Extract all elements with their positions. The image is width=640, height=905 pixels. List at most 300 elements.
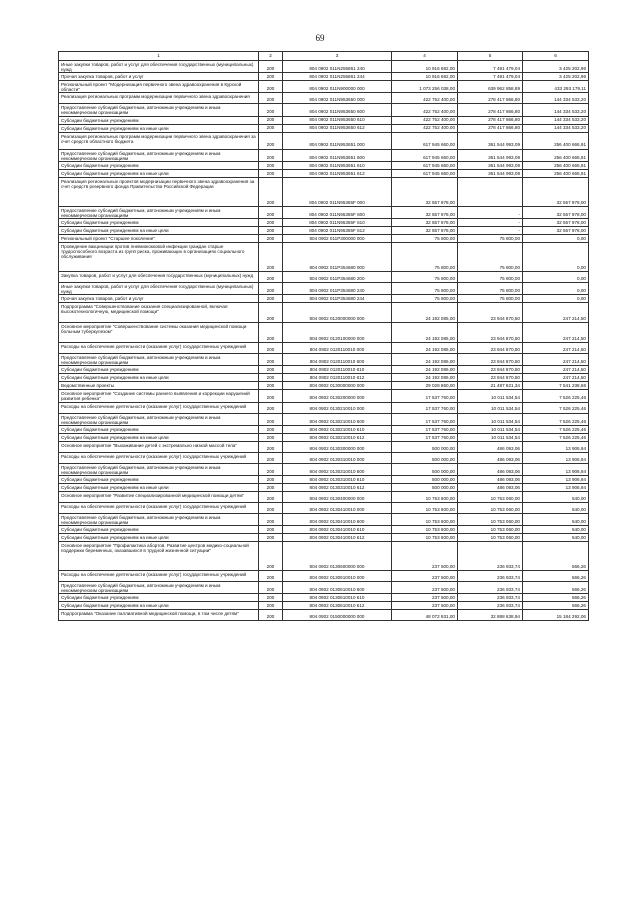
row-approved-cell: 237 500,00 — [392, 571, 458, 582]
table-row — [59, 343, 589, 354]
row-unexecuted-cell: 0,00 — [523, 271, 589, 282]
row-unexecuted-cell: 247 214,50 — [523, 374, 589, 382]
row-code-cell: 804 0902 0130210010 610 — [283, 425, 392, 433]
row-code-cell: 804 0902 0130610010 600 — [283, 582, 392, 594]
row-code-cell: 804 0902 0120110010 610 — [283, 366, 392, 374]
row-executed-cell: 10 753 060,00 — [458, 491, 523, 502]
header-cell-grbs: 2 — [259, 52, 283, 61]
row-approved-cell: 24 192 085,00 — [392, 303, 458, 323]
row-name-cell: Реализация региональных проектов модернизации первичного звена здравоохранения за счет средств резервного фонда Правительства Российской Федерации — [59, 177, 259, 206]
row-code-cell: 804 0902 0150000000 000 — [283, 610, 392, 621]
row-code-cell: 804 0902 0130410010 610 — [283, 526, 392, 534]
row-executed-cell: 486 093,06 — [458, 483, 523, 491]
row-approved-cell: 17 537 760,00 — [392, 390, 458, 402]
row-executed-cell — [458, 177, 523, 206]
row-name-cell: Субсидии бюджетным учреждениям — [59, 475, 259, 483]
table-row — [59, 502, 589, 513]
row-unexecuted-cell: 540,00 — [523, 491, 589, 502]
row-code-cell: 804 0902 011N95365F 612 — [283, 226, 392, 234]
header-cell-approved: 4 — [392, 52, 458, 61]
row-code-cell: 804 0902 011P354680 200 — [283, 271, 392, 282]
row-code-cell: 804 0902 0120000000 000 — [283, 303, 392, 323]
row-name-cell: Субсидии бюджетным учреждениям на иные цели — [59, 483, 259, 491]
header-row — [59, 52, 589, 61]
row-name-cell: Закупка товаров, работ и услуг для обеспечения государственных (муниципальных) нужд — [59, 271, 259, 282]
row-unexecuted-cell: 7 526 225,46 — [523, 402, 589, 413]
row-grbs-cell: 200 — [259, 534, 283, 542]
table-row — [59, 73, 589, 81]
table-row — [59, 452, 589, 463]
row-approved-cell: 10 916 682,00 — [392, 73, 458, 81]
row-approved-cell: 17 537 760,00 — [392, 425, 458, 433]
table-row — [59, 513, 589, 525]
row-grbs-cell: 200 — [259, 502, 283, 513]
row-grbs-cell: 200 — [259, 374, 283, 382]
row-grbs-cell: 200 — [259, 132, 283, 149]
row-executed-cell: 75 800,00 — [458, 282, 523, 294]
row-code-cell: 804 0902 011N953650 600 — [283, 104, 392, 116]
table-row — [59, 124, 589, 132]
row-approved-cell: 500 000,00 — [392, 441, 458, 452]
row-executed-cell: - — [458, 206, 523, 218]
row-code-cell: 804 0902 0130310010 600 — [283, 463, 392, 475]
row-code-cell: 804 0902 0130610010 000 — [283, 571, 392, 582]
row-executed-cell: 486 093,06 — [458, 441, 523, 452]
row-approved-cell: 500 000,00 — [392, 452, 458, 463]
row-approved-cell: 32 557 978,00 — [392, 177, 458, 206]
row-grbs-cell: 200 — [259, 366, 283, 374]
row-approved-cell: 422 752 400,00 — [392, 116, 458, 124]
row-executed-cell: - — [458, 226, 523, 234]
row-executed-cell: 10 011 534,54 — [458, 413, 523, 425]
row-approved-cell: 422 752 400,00 — [392, 104, 458, 116]
row-grbs-cell: 200 — [259, 354, 283, 366]
row-grbs-cell: 200 — [259, 571, 283, 582]
row-name-cell: Субсидии бюджетным учреждениям на иные цели — [59, 374, 259, 382]
row-name-cell: Предоставление субсидий бюджетным, автономным учреждениям и иным некоммерческим организациям — [59, 354, 259, 366]
row-unexecuted-cell: 256 400 666,91 — [523, 132, 589, 149]
row-grbs-cell: 200 — [259, 93, 283, 104]
row-executed-cell: 75 800,00 — [458, 271, 523, 282]
row-name-cell: Предоставление субсидий бюджетным, автономным учреждениям и иным некоммерческим организациям — [59, 413, 259, 425]
row-code-cell: 804 0902 0120110010 600 — [283, 354, 392, 366]
table-row — [59, 491, 589, 502]
row-grbs-cell: 200 — [259, 610, 283, 621]
row-unexecuted-cell: 13 906,94 — [523, 452, 589, 463]
row-code-cell: 804 0902 0130200000 000 — [283, 390, 392, 402]
row-grbs-cell: 200 — [259, 602, 283, 610]
row-name-cell: Проведение вакцинации против пневмококковой инфекции граждан старше трудоспособного возраста из групп риска, проживающих в организациях социального обслуживания — [59, 242, 259, 271]
row-code-cell: 804 0902 011N95365F 000 — [283, 177, 392, 206]
table-row — [59, 413, 589, 425]
row-approved-cell: 617 945 660,00 — [392, 169, 458, 177]
row-name-cell: Субсидии бюджетным учреждениям на иные цели — [59, 226, 259, 234]
row-approved-cell: 24 192 085,00 — [392, 354, 458, 366]
row-executed-cell: 639 962 858,89 — [458, 81, 523, 93]
row-grbs-cell: 200 — [259, 226, 283, 234]
table-row — [59, 303, 589, 323]
row-executed-cell: 7 491 479,04 — [458, 61, 523, 73]
row-approved-cell: 17 537 760,00 — [392, 433, 458, 441]
row-name-cell: Подпрограмма "Совершенствование оказания специализированной, включая высокотехнологичную, медицинской помощи" — [59, 303, 259, 323]
row-name-cell: Субсидии бюджетным учреждениям — [59, 526, 259, 534]
row-name-cell: Основное мероприятие "Развитие специализированной медицинской помощи детям" — [59, 491, 259, 502]
row-grbs-cell: 200 — [259, 343, 283, 354]
row-name-cell: Субсидии бюджетным учреждениям — [59, 218, 259, 226]
row-grbs-cell: 200 — [259, 161, 283, 169]
row-grbs-cell: 200 — [259, 491, 283, 502]
row-name-cell: Региональный проект "Старшее поколение" — [59, 234, 259, 242]
row-executed-cell: 23 944 870,50 — [458, 354, 523, 366]
row-name-cell: Предоставление субсидий бюджетным, автономным учреждениям и иным некоммерческим организациям — [59, 513, 259, 525]
table-row — [59, 610, 589, 621]
table-row — [59, 93, 589, 104]
row-unexecuted-cell: 15 184 292,06 — [523, 610, 589, 621]
row-grbs-cell: 200 — [259, 61, 283, 73]
row-unexecuted-cell: 7 526 225,46 — [523, 433, 589, 441]
row-code-cell: 804 0902 011N953650 000 — [283, 93, 392, 104]
row-name-cell: Основное мероприятие "Создание системы раннего выявления и коррекции нарушений развития ребенка" — [59, 390, 259, 402]
row-approved-cell: 500 000,00 — [392, 463, 458, 475]
row-executed-cell: 486 093,06 — [458, 452, 523, 463]
row-approved-cell: 237 500,00 — [392, 542, 458, 571]
row-approved-cell: 24 192 085,00 — [392, 374, 458, 382]
table-row — [59, 323, 589, 343]
row-unexecuted-cell: 247 214,50 — [523, 303, 589, 323]
row-approved-cell: 32 557 978,00 — [392, 218, 458, 226]
row-name-cell: Региональный проект "Модернизация первичного звена здравоохранения в Курской области" — [59, 81, 259, 93]
row-grbs-cell: 200 — [259, 206, 283, 218]
row-approved-cell: 48 072 931,00 — [392, 610, 458, 621]
row-unexecuted-cell: 7 526 225,46 — [523, 413, 589, 425]
row-name-cell: Расходы на обеспечение деятельности (оказание услуг) государственных учреждений — [59, 402, 259, 413]
table-row — [59, 218, 589, 226]
row-approved-cell: 75 800,00 — [392, 271, 458, 282]
row-code-cell: 804 0902 0120100000 000 — [283, 323, 392, 343]
row-name-cell: Предоставление субсидий бюджетным, автономным учреждениям и иным некоммерческим организациям — [59, 582, 259, 594]
row-executed-cell: 10 753 060,00 — [458, 502, 523, 513]
row-unexecuted-cell: 256 400 666,91 — [523, 161, 589, 169]
row-executed-cell: 75 800,00 — [458, 242, 523, 271]
row-name-cell: Прочая закупка товаров, работ и услуг — [59, 73, 259, 81]
row-code-cell: 804 0902 0130410010 000 — [283, 502, 392, 513]
row-unexecuted-cell: 3 425 202,96 — [523, 73, 589, 81]
header-cell-code: 3 — [283, 52, 392, 61]
row-executed-cell: 278 417 866,80 — [458, 93, 523, 104]
row-grbs-cell: 200 — [259, 390, 283, 402]
budget-table — [58, 51, 589, 621]
row-approved-cell: 10 753 600,00 — [392, 526, 458, 534]
row-approved-cell: 32 557 978,00 — [392, 226, 458, 234]
row-code-cell: 804 0902 011N953650 612 — [283, 124, 392, 132]
table-row — [59, 402, 589, 413]
row-name-cell: Расходы на обеспечение деятельности (оказание услуг) государственных учреждений — [59, 571, 259, 582]
row-unexecuted-cell: 144 334 533,20 — [523, 124, 589, 132]
row-approved-cell: 10 753 600,00 — [392, 513, 458, 525]
row-grbs-cell: 200 — [259, 282, 283, 294]
table-row — [59, 354, 589, 366]
row-executed-cell: 236 933,74 — [458, 602, 523, 610]
table-row — [59, 161, 589, 169]
row-grbs-cell: 200 — [259, 542, 283, 571]
row-name-cell: Прочая закупка товаров, работ и услуг — [59, 295, 259, 303]
table-row — [59, 242, 589, 271]
row-grbs-cell: 200 — [259, 81, 283, 93]
row-unexecuted-cell: 7 526 225,46 — [523, 425, 589, 433]
table-row — [59, 542, 589, 571]
row-grbs-cell: 200 — [259, 124, 283, 132]
row-unexecuted-cell: 32 557 978,00 — [523, 206, 589, 218]
row-name-cell: Субсидии бюджетным учреждениям на иные цели — [59, 602, 259, 610]
header-cell-executed: 5 — [458, 52, 523, 61]
header-cell-unexecuted: 6 — [523, 52, 589, 61]
row-grbs-cell: 200 — [259, 463, 283, 475]
row-unexecuted-cell: 13 906,94 — [523, 483, 589, 491]
row-unexecuted-cell: 7 526 225,46 — [523, 390, 589, 402]
table-row — [59, 571, 589, 582]
row-unexecuted-cell: 13 906,94 — [523, 463, 589, 475]
row-executed-cell: 21 487 621,34 — [458, 382, 523, 390]
table-row — [59, 271, 589, 282]
row-name-cell: Расходы на обеспечение деятельности (оказание услуг) государственных учреждений — [59, 502, 259, 513]
table-row — [59, 169, 589, 177]
row-unexecuted-cell: 13 906,94 — [523, 441, 589, 452]
table-row — [59, 226, 589, 234]
row-code-cell: 804 0902 011N953651 600 — [283, 149, 392, 161]
row-code-cell: 804 0902 011N95365F 600 — [283, 206, 392, 218]
row-name-cell: Субсидии бюджетным учреждениям — [59, 425, 259, 433]
row-approved-cell: 10 753 600,00 — [392, 502, 458, 513]
row-executed-cell: 278 417 866,80 — [458, 104, 523, 116]
row-grbs-cell: 200 — [259, 116, 283, 124]
row-executed-cell: 23 944 870,50 — [458, 323, 523, 343]
table-row — [59, 61, 589, 73]
row-approved-cell: 32 557 978,00 — [392, 206, 458, 218]
row-executed-cell: 361 544 993,09 — [458, 161, 523, 169]
row-executed-cell: 236 933,74 — [458, 582, 523, 594]
table-row — [59, 234, 589, 242]
row-name-cell: Субсидии бюджетным учреждениям на иные цели — [59, 169, 259, 177]
row-unexecuted-cell: 566,26 — [523, 582, 589, 594]
row-grbs-cell: 200 — [259, 73, 283, 81]
row-code-cell: 804 0902 011N953650 610 — [283, 116, 392, 124]
row-code-cell: 804 0902 011N953651 000 — [283, 132, 392, 149]
row-executed-cell: 486 093,06 — [458, 475, 523, 483]
row-grbs-cell: 200 — [259, 303, 283, 323]
table-row — [59, 104, 589, 116]
row-unexecuted-cell: 0,00 — [523, 295, 589, 303]
row-name-cell: Субсидии бюджетным учреждениям на иные цели — [59, 534, 259, 542]
row-unexecuted-cell: 566,26 — [523, 594, 589, 602]
row-unexecuted-cell: 32 557 978,00 — [523, 177, 589, 206]
row-name-cell: Ведомственные проекты — [59, 382, 259, 390]
row-name-cell: Предоставление субсидий бюджетным, автономным учреждениям и иным некоммерческим организациям — [59, 206, 259, 218]
row-approved-cell: 422 752 400,00 — [392, 93, 458, 104]
row-code-cell: 804 0902 011P354680 240 — [283, 282, 392, 294]
row-name-cell: Иные закупки товаров, работ и услуг для обеспечения государственных (муниципальных) нужд — [59, 282, 259, 294]
table-row — [59, 433, 589, 441]
row-name-cell: Субсидии бюджетным учреждениям — [59, 366, 259, 374]
row-unexecuted-cell: 540,00 — [523, 502, 589, 513]
row-approved-cell: 17 537 760,00 — [392, 402, 458, 413]
table-row — [59, 366, 589, 374]
row-unexecuted-cell: 433 293 179,11 — [523, 81, 589, 93]
row-grbs-cell: 200 — [259, 475, 283, 483]
table-row — [59, 206, 589, 218]
table-row — [59, 374, 589, 382]
row-grbs-cell: 200 — [259, 149, 283, 161]
row-unexecuted-cell: 144 334 533,20 — [523, 93, 589, 104]
row-name-cell: Иные закупки товаров, работ и услуг для обеспечения государственных (муниципальных) нужд — [59, 61, 259, 73]
row-approved-cell: 500 000,00 — [392, 475, 458, 483]
table-row — [59, 526, 589, 534]
table-row — [59, 602, 589, 610]
table-row — [59, 382, 589, 390]
row-code-cell: 804 0902 0130600000 000 — [283, 542, 392, 571]
table-row — [59, 177, 589, 206]
row-executed-cell: 10 011 534,54 — [458, 390, 523, 402]
row-approved-cell: 75 800,00 — [392, 282, 458, 294]
row-code-cell: 804 0902 011N255861 240 — [283, 61, 392, 73]
row-unexecuted-cell: 13 906,94 — [523, 475, 589, 483]
row-unexecuted-cell: 566,26 — [523, 602, 589, 610]
row-unexecuted-cell: 256 400 666,91 — [523, 169, 589, 177]
row-executed-cell: 7 491 479,04 — [458, 73, 523, 81]
row-grbs-cell: 200 — [259, 425, 283, 433]
row-unexecuted-cell: 32 557 978,00 — [523, 218, 589, 226]
row-name-cell: Субсидии бюджетным учреждениям на иные цели — [59, 124, 259, 132]
row-code-cell: 804 0902 011N255861 244 — [283, 73, 392, 81]
row-executed-cell: 10 011 534,54 — [458, 402, 523, 413]
row-approved-cell: 10 753 600,00 — [392, 534, 458, 542]
row-approved-cell: 75 800,00 — [392, 295, 458, 303]
table-row — [59, 534, 589, 542]
row-grbs-cell: 200 — [259, 104, 283, 116]
row-approved-cell: 24 192 085,00 — [392, 343, 458, 354]
row-name-cell: Реализация региональных программ модернизации первичного звена здравоохранения за счет средств областного бюджета — [59, 132, 259, 149]
row-approved-cell: 24 192 085,00 — [392, 366, 458, 374]
row-code-cell: 804 0902 0130400000 000 — [283, 491, 392, 502]
row-name-cell: Субсидии бюджетным учреждениям — [59, 116, 259, 124]
row-executed-cell: 486 093,06 — [458, 463, 523, 475]
row-approved-cell: 10 916 682,00 — [392, 61, 458, 73]
row-code-cell: 804 0902 0130300000 000 — [283, 441, 392, 452]
row-approved-cell: 24 192 085,00 — [392, 323, 458, 343]
row-grbs-cell: 200 — [259, 177, 283, 206]
table-row — [59, 295, 589, 303]
row-code-cell: 804 0902 0130310010 000 — [283, 452, 392, 463]
row-approved-cell: 237 500,00 — [392, 594, 458, 602]
row-approved-cell: 10 753 600,00 — [392, 491, 458, 502]
row-approved-cell: 617 945 660,00 — [392, 149, 458, 161]
row-name-cell: Предоставление субсидий бюджетным, автономным учреждениям и иным некоммерческим организациям — [59, 149, 259, 161]
row-unexecuted-cell: 247 214,50 — [523, 343, 589, 354]
row-code-cell: 804 0902 0130310010 612 — [283, 483, 392, 491]
row-unexecuted-cell: 540,00 — [523, 526, 589, 534]
row-code-cell: 804 0902 0130610010 610 — [283, 594, 392, 602]
row-executed-cell: 278 417 866,80 — [458, 124, 523, 132]
row-grbs-cell: 200 — [259, 382, 283, 390]
table-row — [59, 132, 589, 149]
row-code-cell: 804 0902 011P300000 000 — [283, 234, 392, 242]
row-unexecuted-cell: 247 214,50 — [523, 354, 589, 366]
row-approved-cell: 237 500,00 — [392, 602, 458, 610]
row-approved-cell: 422 752 400,00 — [392, 124, 458, 132]
row-approved-cell: 617 945 660,00 — [392, 132, 458, 149]
row-approved-cell: 75 800,00 — [392, 234, 458, 242]
row-code-cell: 804 0902 011N953651 610 — [283, 161, 392, 169]
row-executed-cell: 10 011 534,54 — [458, 433, 523, 441]
row-approved-cell: 29 028 860,00 — [392, 382, 458, 390]
row-grbs-cell: 200 — [259, 242, 283, 271]
row-grbs-cell: 200 — [259, 441, 283, 452]
row-executed-cell: 23 944 870,50 — [458, 366, 523, 374]
row-approved-cell: 617 945 660,00 — [392, 161, 458, 169]
row-code-cell: 804 0902 0130210010 000 — [283, 402, 392, 413]
row-grbs-cell: 200 — [259, 323, 283, 343]
row-code-cell: 804 0902 0130210010 612 — [283, 433, 392, 441]
row-grbs-cell: 200 — [259, 452, 283, 463]
row-executed-cell: 361 544 993,09 — [458, 132, 523, 149]
row-approved-cell: 75 800,00 — [392, 242, 458, 271]
row-grbs-cell: 200 — [259, 526, 283, 534]
row-executed-cell: 361 544 993,09 — [458, 169, 523, 177]
row-grbs-cell: 200 — [259, 295, 283, 303]
row-grbs-cell: 200 — [259, 594, 283, 602]
row-name-cell: Основное мероприятие "Совершенствование системы оказания медицинской помощи больным туберкулезом" — [59, 323, 259, 343]
row-name-cell: Субсидии бюджетным учреждениям на иные цели — [59, 433, 259, 441]
row-grbs-cell: 200 — [259, 218, 283, 226]
row-executed-cell: 236 933,74 — [458, 594, 523, 602]
row-grbs-cell: 200 — [259, 402, 283, 413]
row-unexecuted-cell: 540,00 — [523, 513, 589, 525]
row-executed-cell: - — [458, 218, 523, 226]
row-approved-cell: 17 537 760,00 — [392, 413, 458, 425]
row-executed-cell: 10 011 534,54 — [458, 425, 523, 433]
row-name-cell: Субсидии бюджетным учреждениям — [59, 594, 259, 602]
table-row — [59, 441, 589, 452]
row-approved-cell: 1 073 256 038,00 — [392, 81, 458, 93]
row-grbs-cell: 200 — [259, 582, 283, 594]
table-row — [59, 463, 589, 475]
row-unexecuted-cell: 247 214,50 — [523, 366, 589, 374]
row-name-cell: Субсидии бюджетным учреждениям — [59, 161, 259, 169]
row-code-cell: 804 0902 0130610010 612 — [283, 602, 392, 610]
row-executed-cell: 278 417 866,80 — [458, 116, 523, 124]
row-name-cell: Предоставление субсидий бюджетным, автономным учреждениям и иным некоммерческим организациям — [59, 104, 259, 116]
row-executed-cell: 10 753 060,00 — [458, 534, 523, 542]
row-grbs-cell: 200 — [259, 483, 283, 491]
row-code-cell: 804 0902 0120110010 612 — [283, 374, 392, 382]
row-executed-cell: 236 933,74 — [458, 571, 523, 582]
row-unexecuted-cell: 144 334 533,20 — [523, 116, 589, 124]
row-unexecuted-cell: 540,00 — [523, 534, 589, 542]
row-code-cell: 804 0902 011N900000 000 — [283, 81, 392, 93]
table-row — [59, 483, 589, 491]
row-name-cell: Подпрограмма "Оказание паллиативной медицинской помощи, в том числе детям" — [59, 610, 259, 621]
row-unexecuted-cell: 0,00 — [523, 242, 589, 271]
row-grbs-cell: 200 — [259, 513, 283, 525]
row-unexecuted-cell: 566,26 — [523, 542, 589, 571]
row-unexecuted-cell: 247 214,50 — [523, 323, 589, 343]
row-code-cell: 804 0902 0130000000 000 — [283, 382, 392, 390]
row-unexecuted-cell: 0,00 — [523, 282, 589, 294]
table-row — [59, 149, 589, 161]
row-code-cell: 804 0902 0130410010 612 — [283, 534, 392, 542]
row-name-cell: Предоставление субсидий бюджетным, автономным учреждениям и иным некоммерческим организациям — [59, 463, 259, 475]
row-code-cell: 804 0902 0120110010 000 — [283, 343, 392, 354]
table-row — [59, 475, 589, 483]
